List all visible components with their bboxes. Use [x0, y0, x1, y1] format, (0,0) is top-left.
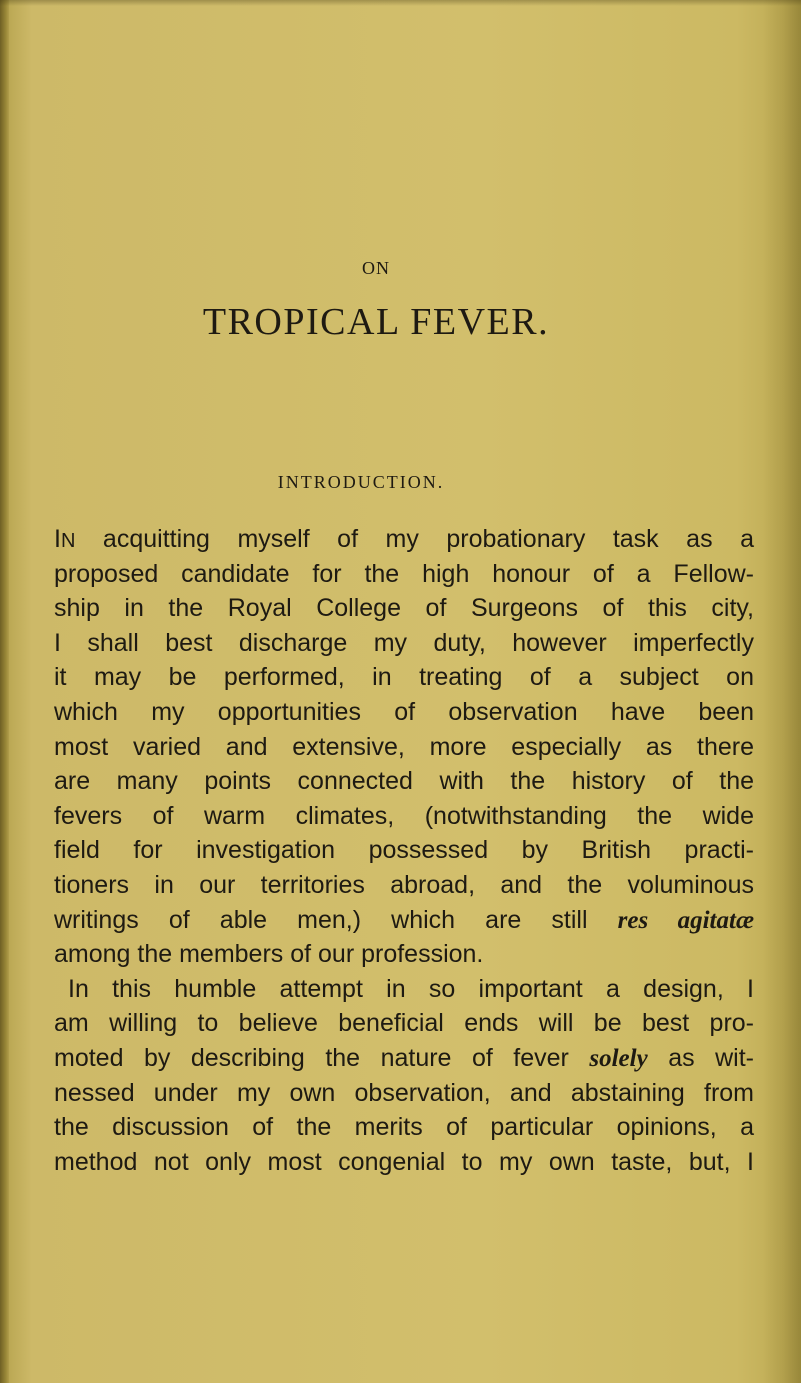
page-binding-edge — [0, 0, 9, 1383]
text-line: writings of able men,) which are still res agitatæ — [54, 905, 754, 934]
drop-cap: I — [54, 525, 61, 553]
small-cap: N — [60, 530, 76, 552]
heading-on: ON — [362, 258, 390, 278]
text-line: In this humble attempt in so important a design, I — [68, 974, 754, 1003]
text-line: am willing to believe beneficial ends will be best pro- — [54, 1009, 754, 1038]
text-line: among the members of our profession. — [54, 940, 484, 969]
text-line: it may be performed, in treating of a subject on — [54, 663, 754, 692]
text-line: fevers of warm climates, (notwithstanding the wide — [54, 801, 754, 830]
text-line: tioners in our territories abroad, and the voluminous — [54, 870, 754, 899]
text-line: most varied and extensive, more especially as there — [54, 732, 754, 761]
body-text — [54, 522, 754, 1179]
text-line: moted by describing the nature of fever solely as wit- — [54, 1043, 754, 1072]
text-line: ship in the Royal College of Surgeons of this city, — [54, 594, 754, 623]
text-line: which my opportunities of observation have been — [54, 697, 754, 726]
text-line: field for investigation possessed by British practi- — [54, 836, 754, 865]
text-line: nessed under my own observation, and abstaining from — [54, 1078, 754, 1107]
text-line: method not only most congenial to my own taste, but, I — [54, 1147, 754, 1176]
page-title: TROPICAL FEVER. — [202, 301, 550, 343]
page-top-shadow — [0, 0, 801, 6]
text-line: IN acquitting myself of my probationary task as a — [54, 525, 754, 553]
text-line: I shall best discharge my duty, however imperfectly — [54, 628, 754, 657]
italic-word: solely — [589, 1044, 648, 1072]
page-right-edge — [763, 0, 801, 1383]
text-line: proposed candidate for the high honour of a Fellow- — [54, 559, 754, 588]
text-line: the discussion of the merits of particular opinions, a — [54, 1113, 754, 1142]
italic-phrase: res agitatæ — [617, 906, 754, 934]
text-line: are many points connected with the history of the — [54, 767, 754, 796]
section-heading: INTRODUCTION. — [277, 472, 445, 492]
